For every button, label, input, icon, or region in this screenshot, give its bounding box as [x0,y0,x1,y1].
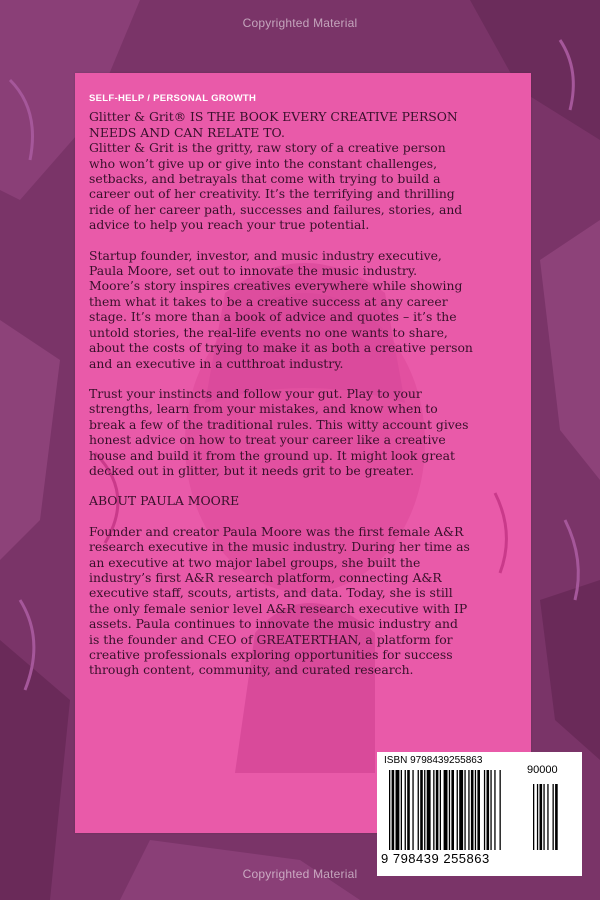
isbn-barcode-box [377,752,582,876]
text-line: strengths, learn from your mistakes, and know when to [89,401,438,417]
author-paragraph [89,248,525,371]
category-label: SELF-HELP / PERSONAL GROWTH [89,93,257,104]
text-line: Paula Moore, set out to innovate the music industry. [89,263,418,279]
text-line: through content, community, and curated research. [89,662,414,678]
text-line: creative professionals exploring opportunities for success [89,647,453,662]
text-line: them what it takes to be a creative success at any career [89,293,448,309]
text-line: and an executive in a cutthroat industry. [89,355,344,371]
text-line: Trust your instincts and follow your gut. Play to your [89,385,422,401]
text-line: the only female senior level A&R research executive with IP [89,600,468,616]
text-line: NEEDS AND CAN RELATE TO. [89,124,285,140]
text-line: about the costs of trying to make it as both a creative person [89,340,473,356]
text-line: Glitter & Grit is the gritty, raw story of a creative person [89,140,446,156]
barcode-image [387,770,577,852]
text-line: an executive at two major label groups, she built the [89,554,421,570]
text-line: Founder and creator Paula Moore was the first female A&R [89,523,464,539]
advice-paragraph [89,386,525,478]
text-line: who won’t give up or give into the constant challenges, [89,155,438,171]
text-line: Startup founder, investor, and music industry executive, [89,247,442,263]
text-line: assets. Paula continues to innovate the music industry and [89,616,458,632]
text-line: Moore’s story inspires creatives everywhere while showing [89,278,463,294]
back-cover-panel [75,73,531,833]
about-paragraph [89,524,525,678]
text-line: research executive in the music industry. During her time as [89,539,470,555]
text-line: honest advice on how to treat your career like a creative [89,432,446,448]
text-line: stage. It’s more than a book of advice and quotes – it’s the [89,309,457,325]
text-line: industry’s first A&R research platform, connecting A&R [89,569,442,585]
isbn-label: ISBN 9798439255863 [384,755,483,766]
about-heading: ABOUT PAULA MOORE [89,493,240,509]
text-line: Glitter & Grit® IS THE BOOK EVERY CREATIVE PERSON [89,109,458,125]
text-line: executive staff, scouts, artists, and data. Today, she is still [89,585,453,601]
text-line: untold stories, the real-life events no one wants to share, [89,324,448,340]
text-line: house and build it from the ground up. It might look great [89,447,455,463]
back-cover-text [89,91,525,678]
text-line: setbacks, and betrayals that come with trying to build a [89,171,441,187]
intro-paragraph [89,109,525,232]
text-line: break a few of the traditional rules. This witty account gives [89,416,469,432]
text-line: is the founder and CEO of GREATERTHAN, a platform for [89,631,453,647]
price-code: 90000 [527,764,558,776]
text-line: career out of her creativity. It’s the terrifying and thrilling [89,186,455,202]
barcode-digits: 9 798439 255863 [381,851,490,866]
text-line: decked out in glitter, but it needs grit to be greater. [89,462,415,478]
text-line: ride of her career path, successes and failures, stories, and [89,201,463,217]
text-line: advice to help you reach your true potential. [89,217,370,233]
watermark-bottom: Copyrighted Material [242,867,358,881]
watermark-top: Copyrighted Material [242,16,358,30]
